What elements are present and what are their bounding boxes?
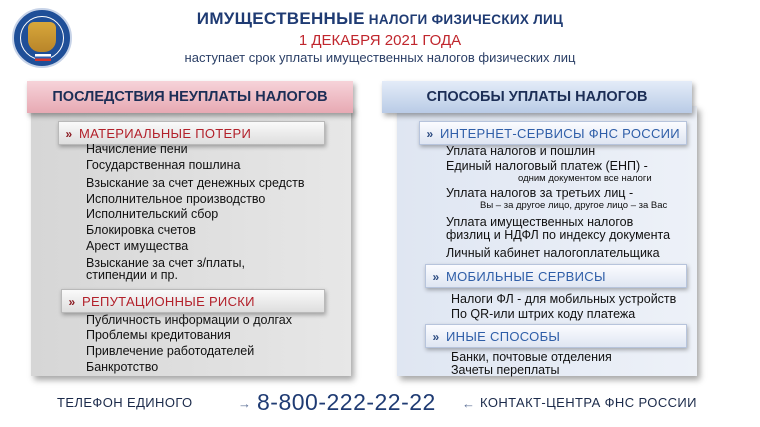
list-item: Арест имущества	[86, 239, 189, 253]
list-item: стипендии и пр.	[86, 268, 178, 282]
double-chevron-right-icon: »	[65, 127, 73, 141]
consequences-heading: ПОСЛЕДСТВИЯ НЕУПЛАТЫ НАЛОГОВ	[27, 81, 353, 113]
material-losses-label: » МАТЕРИАЛЬНЫЕ ПОТЕРИ	[58, 121, 325, 145]
list-item: Личный кабинет налогоплательщика	[446, 246, 660, 260]
double-chevron-right-icon: »	[432, 270, 440, 284]
list-item: Начисление пени	[86, 142, 188, 156]
list-item: Взыскание за счет денежных средств	[86, 176, 305, 190]
list-item: Уплата налогов за третьих лиц -	[446, 186, 634, 200]
mobile-services-label: » МОБИЛЬНЫЕ СЕРВИСЫ	[425, 264, 687, 288]
page-subtitle: наступает срок уплаты имущественных налогов физических лиц	[184, 50, 576, 65]
list-item: Уплата налогов и пошлин	[446, 144, 596, 158]
list-item: Банки, почтовые отделения	[451, 350, 612, 364]
list-item-note: Вы – за другое лицо, другое лицо – за Вас	[480, 200, 668, 211]
arrow-left-icon: ←	[462, 396, 475, 411]
list-item: Привлечение работодателей	[86, 344, 255, 358]
title-rest: НАЛОГИ ФИЗИЧЕСКИХ ЛИЦ	[364, 12, 564, 27]
list-item: Исполнительное производство	[86, 192, 266, 206]
list-item: Исполнительский сбор	[86, 207, 219, 221]
list-item: Публичность информации о долгах	[86, 313, 292, 327]
double-chevron-right-icon: »	[68, 295, 76, 309]
double-chevron-right-icon: »	[432, 330, 440, 344]
list-item: По QR-или штрих коду платежа	[451, 307, 636, 321]
arrow-right-icon: →	[238, 396, 251, 411]
title-bold: ИМУЩЕСТВЕННЫЕ	[196, 9, 365, 28]
footer-right-text: КОНТАКТ-ЦЕНТРА ФНС РОССИИ	[480, 395, 697, 410]
list-item: Единый налоговый платеж (ЕНП) -	[446, 159, 648, 173]
list-item: Блокировка счетов	[86, 223, 196, 237]
other-methods-label: » ИНЫЕ СПОСОБЫ	[425, 324, 687, 348]
internet-services-label: » ИНТЕРНЕТ-СЕРВИСЫ ФНС РОССИИ	[419, 121, 687, 145]
list-item: Уплата имущественных налогов	[446, 215, 634, 229]
list-item: Зачеты переплаты	[451, 363, 560, 377]
list-item: Проблемы кредитования	[86, 328, 231, 342]
list-item: Налоги ФЛ - для мобильных устройств	[451, 292, 677, 306]
due-date: 1 ДЕКАБРЯ 2021 ГОДА	[298, 32, 462, 49]
footer-left-text: ТЕЛЕФОН ЕДИНОГО	[57, 395, 193, 410]
reputation-risks-label: » РЕПУТАЦИОННЫЕ РИСКИ	[61, 289, 325, 313]
page-title	[0, 9, 760, 29]
list-item-note: одним документом все налоги	[518, 173, 652, 184]
list-item: Взыскание за счет з/платы,	[86, 256, 245, 270]
double-chevron-right-icon: »	[426, 127, 434, 141]
payment-methods-heading: СПОСОБЫ УПЛАТЫ НАЛОГОВ	[382, 81, 692, 113]
hotline-phone[interactable]: 8-800-222-22-22	[257, 389, 436, 415]
list-item: Государственная пошлина	[86, 158, 241, 172]
list-item: физлиц и НДФЛ по индексу документа	[446, 228, 671, 242]
list-item: Банкротство	[86, 360, 159, 374]
